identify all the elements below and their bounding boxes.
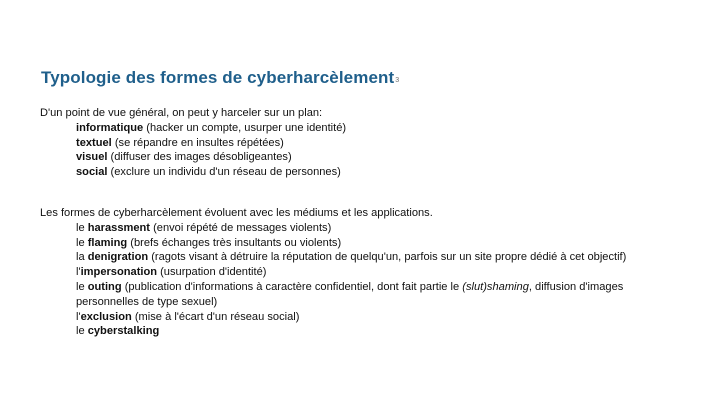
item-desc: (usurpation d'identité) xyxy=(157,266,267,279)
list-item-visuel xyxy=(40,150,680,165)
list-item-flaming xyxy=(40,236,680,251)
list-item-outing xyxy=(40,280,680,310)
section-forms-intro: Les formes de cyberharcèlement évoluent avec les médiums et les applications. xyxy=(40,207,433,219)
item-term: visuel xyxy=(76,151,108,164)
item-desc-after: , diffusion d'images personnelles de type sexuel) xyxy=(76,280,624,308)
item-prefix: la xyxy=(76,251,88,264)
list-item-exclusion xyxy=(40,310,680,325)
item-desc: (mise à l'écart d'un réseau social) xyxy=(131,310,300,323)
item-italic: (slut)shaming xyxy=(462,280,529,293)
item-term: outing xyxy=(87,280,122,293)
item-prefix: le xyxy=(76,325,88,338)
item-term: impersonation xyxy=(80,266,158,279)
list-item-denigration xyxy=(40,250,680,265)
item-term: denigration xyxy=(87,251,149,264)
list-item-impersonation xyxy=(40,265,680,280)
item-term: textuel xyxy=(76,136,112,149)
item-desc: (brefs échanges très insultants ou violents) xyxy=(127,236,342,249)
section-plans-intro: D'un point de vue général, on peut y harceler sur un plan: xyxy=(40,107,323,119)
list-item-informatique xyxy=(40,121,680,136)
section-plans xyxy=(40,106,680,180)
item-term: harassment xyxy=(87,221,150,234)
item-desc: (diffuser des images désobligeantes) xyxy=(107,151,292,164)
item-term: social xyxy=(76,166,108,179)
list-item-cyberstalking xyxy=(40,324,680,339)
item-prefix: le xyxy=(76,280,88,293)
list-item-social xyxy=(40,165,680,180)
section-forms xyxy=(40,206,680,339)
item-term: cyberstalking xyxy=(87,325,160,338)
item-term: informatique xyxy=(76,121,144,134)
item-prefix: le xyxy=(76,236,88,249)
item-term: flaming xyxy=(87,236,128,249)
item-desc: (ragots visant à détruire la réputation de quelqu'un, parfois sur un site propre dédié à cet objectif) xyxy=(148,251,627,264)
item-desc: (envoi répété de messages violents) xyxy=(150,221,332,234)
slide-title-text: Typologie des formes de cyberharcèlement xyxy=(41,68,395,87)
item-prefix: l' xyxy=(76,266,81,279)
item-desc: (exclure un individu d'un réseau de personnes) xyxy=(107,166,341,179)
item-prefix: le xyxy=(76,221,88,234)
item-desc: (se répandre en insultes répétées) xyxy=(111,136,284,149)
item-desc: (publication d'informations à caractère confidentiel, dont fait partie le xyxy=(121,280,463,293)
slide-title xyxy=(41,68,399,88)
list-item-harassment xyxy=(40,221,680,236)
footnote-mark: 3 xyxy=(395,77,400,84)
item-prefix: l' xyxy=(76,310,81,323)
item-desc: (hacker un compte, usurper une identité) xyxy=(143,121,347,134)
item-term: exclusion xyxy=(80,310,132,323)
list-item-textuel xyxy=(40,136,680,151)
